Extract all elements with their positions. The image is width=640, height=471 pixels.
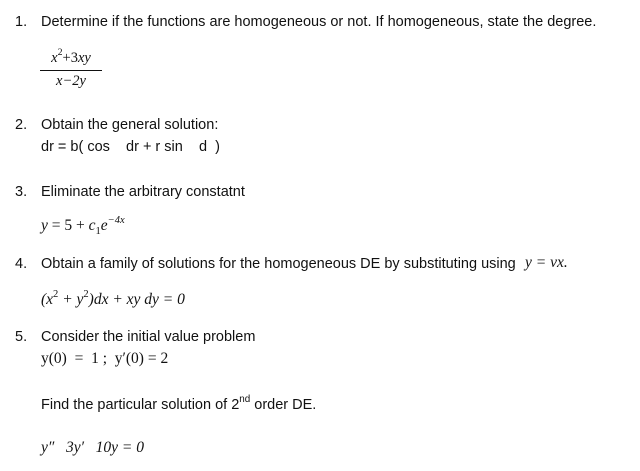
fraction-denominator: x−2y: [56, 73, 86, 89]
fraction-numerator: $x^2+3xy$: [40, 50, 102, 71]
question-5-instruction: Find the particular solution of 2nd order DE.: [41, 394, 317, 413]
question-2-text: Obtain the general solution:: [41, 117, 219, 133]
question-3-number: 3.: [15, 184, 28, 200]
question-3-equation: $y = 5 + c_1e^{-4x}$: [41, 214, 125, 238]
question-5-text: Consider the initial value problem: [41, 329, 256, 345]
question-1-number: 1.: [15, 14, 28, 30]
question-5-initial-values: y(0) = 1 ; y′(0) = 2: [41, 350, 169, 367]
question-1-text: Determine if the functions are homogeneous or not. If homogeneous, state the degree.: [41, 14, 597, 30]
question-2-number: 2.: [15, 117, 28, 133]
question-4-substitution: y = vx.: [525, 254, 568, 271]
question-4-number: 4.: [15, 256, 28, 272]
question-3-text: Eliminate the arbitrary constatnt: [41, 184, 245, 200]
question-5-ode: y″ 3y′ 10y = 0: [41, 439, 144, 456]
question-2-equation: dr = b( cos dr + r sin d ): [41, 139, 220, 155]
question-5-number: 5.: [15, 329, 28, 345]
question-4-text: Obtain a family of solutions for the homogeneous DE by substituting using: [41, 256, 516, 272]
question-1-fraction: [40, 47, 102, 90]
question-4-equation: $(x^2 + y^2)dx$ + xy dy = 0: [41, 288, 185, 308]
